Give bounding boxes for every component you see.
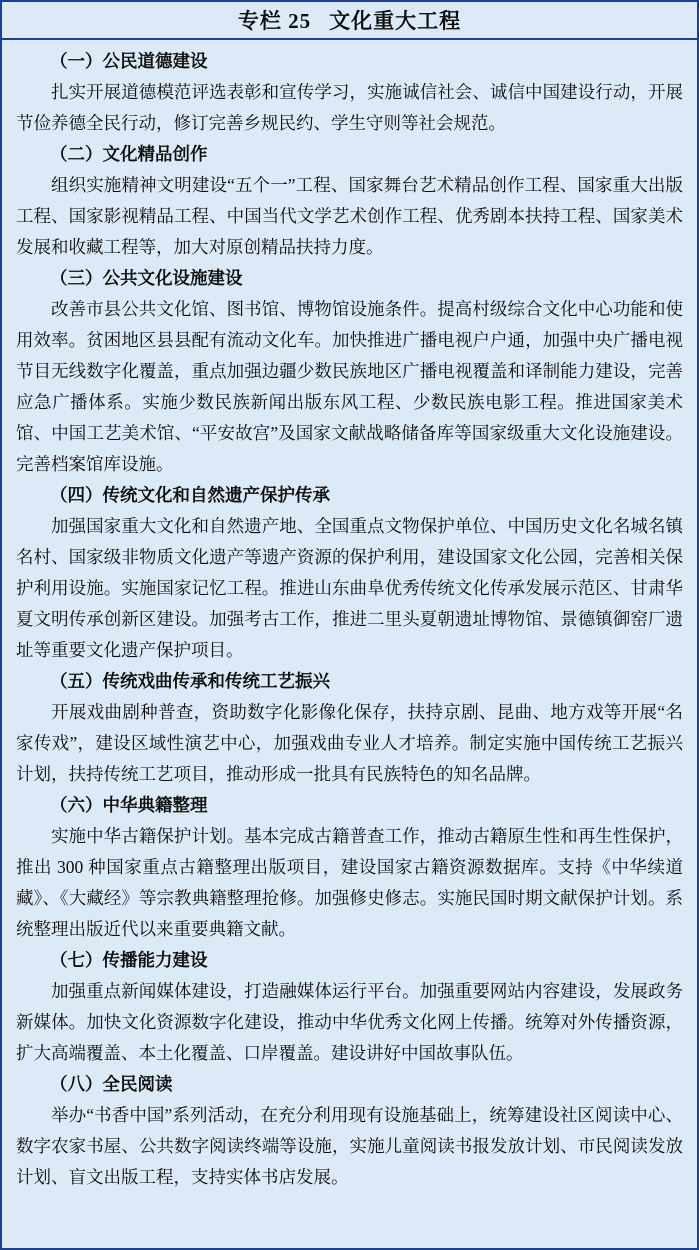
section-body-5: 开展戏曲剧种普查，资助数字化影像化保存，扶持京剧、昆曲、地方戏等开展“名家传戏”，建设区域性演艺中心，加强戏曲专业人才培养。制定实施中国传统工艺振兴计划，扶持传统工艺项目，推动形成一批具有民族特色的知名品牌。 [16,702,683,784]
section-heading-2: （二）文化精品创作 [50,144,208,164]
box-title-bar [2,2,697,40]
section-heading-1: （一）公民道德建设 [50,51,208,71]
box-label: 专栏 25 [237,9,312,33]
box-title-text: 文化重大工程 [329,9,462,33]
section-heading-3: （三）公共文化设施建设 [50,268,243,288]
section-heading-8: （八）全民阅读 [50,1074,173,1094]
box-title [238,5,461,35]
section-body-4: 加强国家重大文化和自然遗产地、全国重点文物保护单位、中国历史文化名城名镇名村、国家级非物质文化遗产等遗产资源的保护利用，建设国家文化公园，完善相关保护利用设施。实施国家记忆工程。推进山东曲阜优秀传统文化传承发展示范区、甘肃华夏文明传承创新区建设。加强考古工作，推进二里头夏朝遗址博物馆、景德镇御窑厂遗址等重要文化遗产保护项目。 [16,516,683,660]
section-body-2: 组织实施精神文明建设“五个一”工程、国家舞台艺术精品创作工程、国家重大出版工程、国家影视精品工程、中国当代文学艺术创作工程、优秀剧本扶持工程、国家美术发展和收藏工程等，加大对原创精品扶持力度。 [16,175,683,257]
section-body-1: 扎实开展道德模范评选表彰和宣传学习，实施诚信社会、诚信中国建设行动，开展节俭养德全民行动，修订完善乡规民约、学生守则等社会规范。 [16,82,683,133]
section-body-6: 实施中华古籍保护计划。基本完成古籍普查工作，推动古籍原生性和再生性保护，推出 300 种国家重点古籍整理出版项目，建设国家古籍资源数据库。支持《中华续道藏》、《大藏经》等宗教典籍整理抢修。加强修史修志。实施民国时期文献保护计划。系统整理出版近代以来重要典籍文献。 [16,826,683,939]
section-heading-4: （四）传统文化和自然遗产保护传承 [50,485,330,505]
section-heading-6: （六）中华典籍整理 [50,795,208,815]
section-body-7: 加强重点新闻媒体建设，打造融媒体运行平台。加强重要网站内容建设，发展政务新媒体。加快文化资源数字化建设，推动中华优秀文化网上传播。统筹对外传播资源，扩大高端覆盖、本土化覆盖、口岸覆盖。建设讲好中国故事队伍。 [16,981,683,1063]
section-body-8: 举办“书香中国”系列活动，在充分利用现有设施基础上，统筹建设社区阅读中心、数字农家书屋、公共数字阅读终端等设施，实施儿童阅读书报发放计划、市民阅读发放计划、盲文出版工程，支持实体书店发展。 [16,1105,683,1187]
section-heading-5: （五）传统戏曲传承和传统工艺振兴 [50,671,330,691]
section-heading-7: （七）传播能力建设 [50,950,208,970]
section-body-3: 改善市县公共文化馆、图书馆、博物馆设施条件。提高村级综合文化中心功能和使用效率。贫困地区县县配有流动文化车。加快推进广播电视户户通，加强中央广播电视节目无线数字化覆盖，重点加强边疆少数民族地区广播电视覆盖和译制能力建设，完善应急广播体系。实施少数民族新闻出版东风工程、少数民族电影工程。推进国家美术馆、中国工艺美术馆、“平安故宫”及国家文献战略储备库等国家级重大文化设施建设。完善档案馆库设施。 [16,299,683,474]
box-content [2,40,697,1193]
